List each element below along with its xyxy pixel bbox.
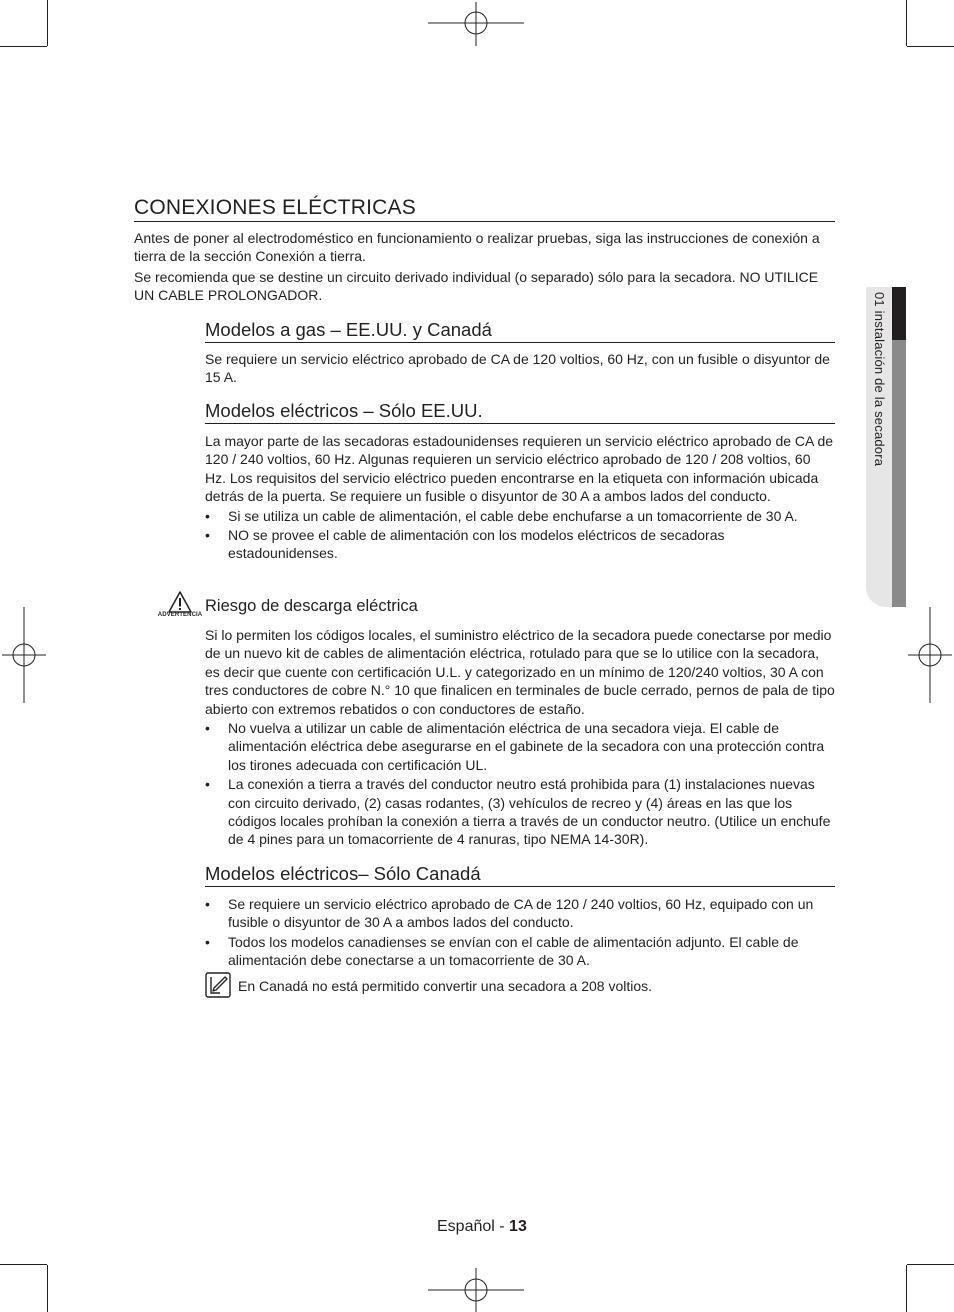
registration-mark-right: [908, 607, 952, 703]
intro-paragraph: Antes de poner al electrodoméstico en funcionamiento o realizar pruebas, siga las instrucciones de conexión a tierra de la sección Conexión a tierra.: [134, 230, 820, 265]
list-item: • La conexión a tierra a través del conductor neutro está prohibida para (1) instalaciones nuevas con circuito derivado, (2) casas rodantes, (3) vehículos de recreo y (4) áreas en las que los códigos locales prohíban la conexión a tierra a través de un conductor neutro. (Utilice un enchufe de 4 pines para un tomacorriente de 4 ranuras, tipo NEMA 14-30R).: [205, 775, 835, 849]
footer-separator: -: [494, 1218, 510, 1235]
intro-text: [134, 229, 834, 305]
list-item: • Se requiere un servicio eléctrico aprobado de CA de 120 / 240 voltios, 60 Hz, equipado con un fusible o disyuntor de 30 A a ambos lados del conducto.: [205, 895, 835, 932]
crop-mark: [906, 1265, 907, 1312]
intro-paragraph: Se recomienda que se destine un circuito derivado individual (o separado) sólo para la secadora. NO UTILICE UN CABLE PROLONGADOR.: [134, 268, 819, 304]
warning-bullets: [205, 719, 835, 849]
warning-heading: Riesgo de descarga eléctrica: [205, 597, 418, 615]
gas-models-text: Se requiere un servicio eléctrico aprobado de CA de 120 voltios, 60 Hz, con un fusible o disyuntor de 15 A.: [205, 351, 830, 386]
crop-mark: [0, 1264, 47, 1265]
crop-mark: [906, 0, 907, 46]
list-item: • Si se utiliza un cable de alimentación, el cable debe enchufarse a un tomacorriente de 30 A.: [205, 507, 835, 525]
side-tab-dark-bar: [892, 287, 906, 340]
crop-mark: [47, 0, 48, 46]
registration-mark-bottom: [428, 1268, 524, 1312]
warning-icon: [156, 590, 204, 614]
registration-mark-left: [2, 607, 46, 703]
list-item: • No vuelva a utilizar un cable de alimentación eléctrica de una secadora vieja. El cable de alimentación eléctrica debe asegurarse en el gabinete de la secadora con una protección contra los tirones adecuada con certificación UL.: [205, 719, 835, 774]
warning-icon-group: [156, 590, 204, 619]
registration-mark-top: [428, 2, 524, 46]
crop-mark: [907, 1264, 954, 1265]
warning-section: [205, 626, 835, 850]
warning-icon-label: ADVERTENCIA: [157, 612, 203, 618]
gas-models-heading: Modelos a gas – EE.UU. y Canadá: [205, 318, 835, 343]
crop-mark: [47, 1265, 48, 1312]
electric-us-section: [205, 432, 835, 564]
page-footer: [437, 1217, 527, 1237]
electric-us-text: La mayor parte de las secadoras estadounidenses requieren un servicio eléctrico aprobado de CA de 120 / 240 voltios, 60 Hz. Algunas requieren un servicio eléctrico aprobado de 120 / 208 voltios, 60 Hz. Los requisitos del servicio eléctrico pueden encontrarse en la etiqueta con información ubicada detrás de la puerta. Se requiere un fusible o disyuntor de 30 A a ambos lados del conducto.: [205, 433, 834, 505]
electric-us-heading: Modelos eléctricos – Sólo EE.UU.: [205, 399, 835, 424]
page-title: CONEXIONES ELÉCTRICAS: [134, 195, 835, 222]
side-tab-grey-bar: [892, 340, 906, 607]
electric-ca-bullets: [205, 895, 835, 970]
crop-mark: [0, 46, 47, 47]
electric-ca-heading: Modelos eléctricos– Sólo Canadá: [205, 862, 835, 887]
electric-us-bullets: [205, 507, 835, 563]
list-item: • NO se provee el cable de alimentación con los modelos eléctricos de secadoras estadounidenses.: [205, 526, 835, 563]
note-text: En Canadá no está permitido convertir una secadora a 208 voltios.: [238, 978, 653, 994]
electric-ca-section: [205, 894, 835, 971]
gas-models-section: [205, 350, 835, 387]
warning-text: Si lo permiten los códigos locales, el suministro eléctrico de la secadora puede conectarse por medio de un nuevo kit de cables de alimentación eléctrica, rotulado para que se lo utilice con la secadora, es decir que cuente con certificación U.L. y categorizado en un mínimo de 120/240 voltios, 30 A con tres conductores de cobre N.° 10 que finalicen en terminales de bucle cerrado, pernos de pala de tipo abierto con extremos rebatidos o con conductores de estaño.: [205, 627, 835, 717]
note-icon: [205, 972, 231, 998]
crop-mark: [907, 46, 954, 47]
page-number: 13: [509, 1218, 527, 1235]
side-tab-label: 01 instalación de la secadora: [872, 292, 887, 467]
list-item: • Todos los modelos canadienses se envían con el cable de alimentación adjunto. El cable de alimentación debe conectarse a un tomacorriente de 30 A.: [205, 933, 835, 970]
footer-language: Español: [437, 1218, 495, 1235]
